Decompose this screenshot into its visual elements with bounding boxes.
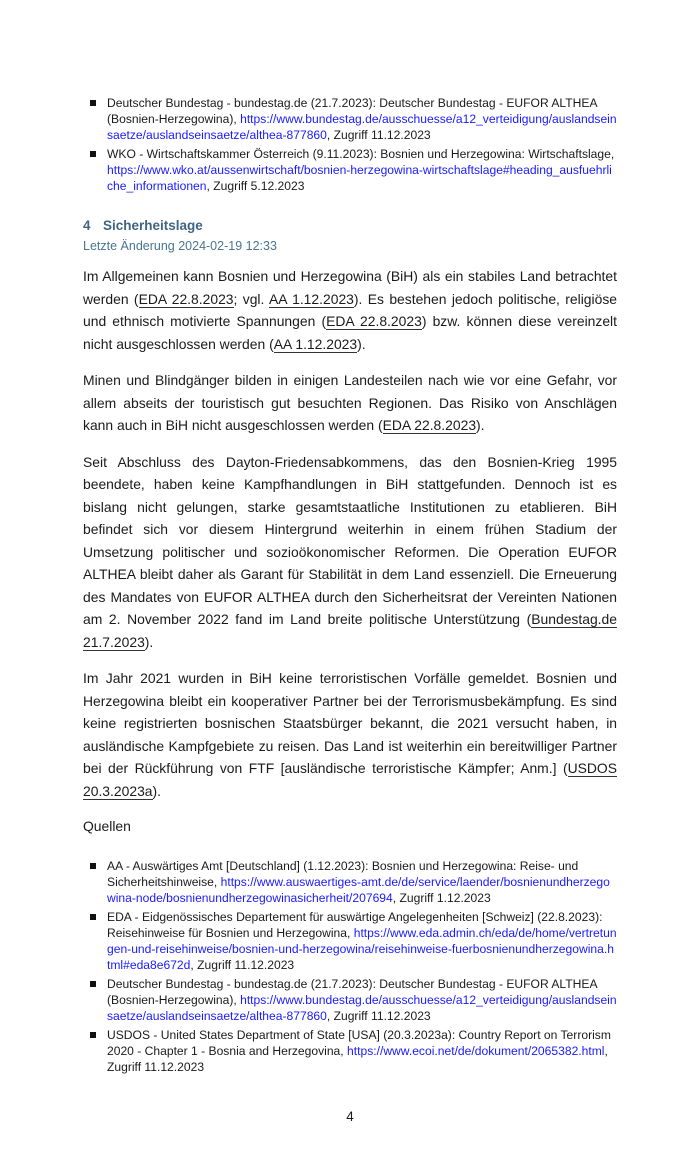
- paragraph: [83, 369, 617, 437]
- citation-link[interactable]: Bundestag.de 21.7.2023: [83, 611, 617, 650]
- reference-link[interactable]: https://www.bundestag.de/ausschuesse/a12_verteidigung/auslandseinsaetze/auslandseinsaetze/althea-877860: [107, 112, 617, 142]
- paragraph-text: ; vgl.: [233, 290, 269, 307]
- section-body: [83, 265, 617, 816]
- reference-list-sources: [90, 858, 617, 1078]
- reference-access-date: , Zugriff 11.12.2023: [326, 128, 431, 142]
- reference-item: [90, 976, 617, 1024]
- paragraph: [83, 667, 617, 802]
- paragraph-text: Minen und Blindgänger bilden in einigen Landesteilen nach wie vor eine Gefahr, vor allem abseits der touristisch gut besuchten Regionen. Das Risiko von Anschlägen kann auch in BiH nicht ausgeschlossen werden (: [83, 372, 617, 433]
- citation-link[interactable]: EDA 22.8.2023: [326, 313, 422, 329]
- reference-text: EDA - Eidgenössisches Departement für auswärtige Angelegenheiten [Schweiz] (22.8.2023): Reisehinweise für Bosnien und Herzegowina,: [107, 910, 603, 940]
- paragraph-text: ).: [476, 417, 485, 433]
- reference-text: WKO - Wirtschaftskammer Österreich (9.11.2023): Bosnien und Herzegowina: Wirtschaftslage,: [107, 147, 615, 161]
- page-number: 4: [346, 1109, 354, 1124]
- reference-link[interactable]: https://www.wko.at/aussenwirtschaft/bosnien-herzegowina-wirtschaftslage#heading_ausfuehrliche_informationen: [107, 163, 612, 193]
- citation-link[interactable]: USDOS 20.3.2023a: [83, 760, 617, 799]
- bullet-icon: [90, 1032, 96, 1038]
- paragraph-text: ).: [357, 335, 366, 352]
- reference-link[interactable]: https://www.bundestag.de/ausschuesse/a12_verteidigung/auslandseinsaetze/auslandseinsaetze/althea-877860: [107, 993, 617, 1023]
- bullet-icon: [90, 914, 96, 920]
- reference-text: AA - Auswärtiges Amt [Deutschland] (1.12.2023): Bosnien und Herzegowina: Reise- und Sicherheitshinweise,: [107, 859, 579, 889]
- paragraph: [83, 265, 617, 355]
- citation-link[interactable]: AA 1.12.2023: [273, 335, 358, 352]
- last-change-date: Letzte Änderung 2024-02-19 12:33: [83, 239, 277, 253]
- section-heading: [83, 217, 617, 235]
- reference-access-date: , Zugriff 1.12.2023: [392, 891, 491, 905]
- reference-link[interactable]: https://www.ecoi.net/de/dokument/2065382.html: [347, 1044, 605, 1058]
- paragraph-text: ) bzw. können diese vereinzelt nicht ausgeschlossen werden (: [83, 313, 617, 352]
- reference-text: USDOS - United States Department of State [USA] (20.3.2023a): Country Report on Terrorism 2020 - Chapter 1 - Bosnia and Herzegovina,: [107, 1028, 611, 1058]
- reference-access-date: , Zugriff 11.12.2023: [190, 958, 295, 972]
- reference-item: [90, 858, 617, 906]
- reference-access-date: , Zugriff 11.12.2023: [326, 1009, 431, 1023]
- section-title: Sicherheitslage: [103, 218, 203, 233]
- reference-item: [90, 95, 617, 143]
- citation-link[interactable]: EDA 22.8.2023: [382, 417, 477, 433]
- paragraph: [83, 451, 617, 654]
- reference-item: [90, 1027, 617, 1075]
- paragraph-text: Im Allgemeinen kann Bosnien und Herzegowina (BiH) als ein stabiles Land betrachtet werden (: [83, 268, 617, 307]
- paragraph-text: Im Jahr 2021 wurden in BiH keine terroristischen Vorfälle gemeldet. Bosnien und Herzegowina bleibt ein kooperativer Partner bei der Terrorismusbekämpfung. Es sind keine registrierten bosnischen Staatsbürger bekannt, die 2021 versucht haben, in ausländische Kampfgebiete zu reisen. Das Land ist weiterhin ein bereitwilliger Partner bei der Rückführung von FTF [ausländische terroristische Kämpfer; Anm.] (: [83, 670, 617, 776]
- reference-text: Deutscher Bundestag - bundestag.de (21.7.2023): Deutscher Bundestag - EUFOR ALTHEA (Bosnien-Herzegowina),: [107, 977, 597, 1007]
- reference-access-date: , Zugriff 5.12.2023: [206, 179, 305, 193]
- bullet-icon: [90, 981, 96, 987]
- reference-link[interactable]: https://www.eda.admin.ch/eda/de/home/vertretungen-und-reisehinweise/bosnien-und-herzegowina/reisehinweise-fuerbosnienundherzegowina.html#eda8e672d: [107, 926, 617, 972]
- paragraph-text: ).: [144, 633, 154, 650]
- reference-item: [90, 909, 617, 973]
- reference-list-top: [90, 95, 617, 197]
- sources-label: Quellen: [83, 818, 131, 834]
- reference-access-date: , Zugriff 11.12.2023: [107, 1044, 608, 1074]
- section-number: 4: [83, 218, 91, 233]
- paragraph-text: Seit Abschluss des Dayton-Friedensabkommens, das den Bosnien-Krieg 1995 beendete, haben keine Kampfhandlungen in BiH stattgefunden. Dennoch ist es bislang nicht gelungen, starke gesamtstaatliche Institutionen zu etablieren. BiH befindet sich vor diesem Hintergrund weiterhin in einem frühen Stadium der Umsetzung politischer und sozioökonomischer Reformen. Die Operation EUFOR ALTHEA bleibt daher als Garant für Stabilität in dem Land essenziell. Die Erneuerung des Mandates von EUFOR ALTHEA durch den Sicherheitsrat der Vereinten Nationen am 2. November 2022 fand im Land breite politische Unterstützung (: [83, 453, 617, 627]
- citation-link[interactable]: EDA 22.8.2023: [138, 290, 234, 307]
- citation-link[interactable]: AA 1.12.2023: [268, 290, 354, 307]
- reference-link[interactable]: https://www.auswaertiges-amt.de/de/service/laender/bosnienundherzegowina-node/bosnienundherzegowinasicherheit/207694: [107, 875, 610, 905]
- paragraph-text: ).: [152, 782, 162, 799]
- paragraph-text: ). Es bestehen jedoch politische, religiöse und ethnisch motivierte Spannungen (: [83, 290, 618, 329]
- bullet-icon: [90, 151, 96, 157]
- bullet-icon: [90, 863, 96, 869]
- bullet-icon: [90, 100, 96, 106]
- reference-item: [90, 146, 617, 194]
- reference-text: Deutscher Bundestag - bundestag.de (21.7.2023): Deutscher Bundestag - EUFOR ALTHEA (Bosnien-Herzegowina),: [107, 96, 597, 126]
